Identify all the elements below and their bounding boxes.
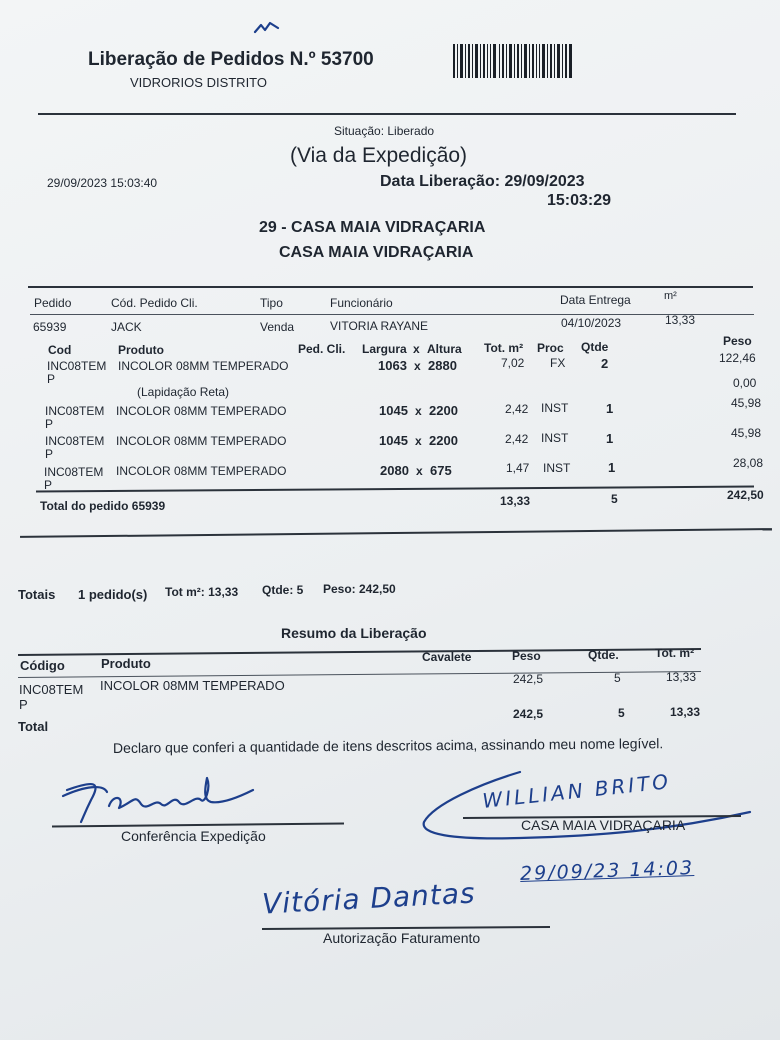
signature-label-3: Autorização Faturamento (323, 930, 481, 946)
resumo-cod-part1: INC08TEM (19, 682, 84, 697)
via-expedicao: (Via da Expedição) (290, 144, 468, 167)
order-total-m2: 13,33 (500, 494, 531, 508)
item-cod-part2: P (45, 447, 54, 461)
data-liberacao-date: 29/09/2023 (504, 173, 585, 190)
signature-conferencia (55, 764, 275, 824)
item-cod (45, 405, 104, 431)
col-cod-cli: Cód. Pedido Cli. (111, 296, 198, 310)
item-cod (47, 360, 106, 386)
item-col-peso: Peso (723, 334, 752, 348)
resumo-total-label: Total (18, 719, 49, 734)
item-peso: 0,00 (733, 376, 757, 390)
signature-label-1: Conferência Expedição (121, 828, 266, 844)
handwritten-signature-3: Vitória Dantas (261, 876, 477, 921)
client-line-1: 29 - CASA MAIA VIDRAÇARIA (259, 219, 486, 236)
totais-pedidos: 1 pedido(s) (78, 587, 148, 602)
item-qtde: 1 (608, 460, 616, 475)
resumo-header-rule (18, 671, 701, 678)
item-proc: INST (541, 431, 569, 445)
item-proc: INST (541, 401, 569, 415)
item-col-qtde: Qtde (581, 340, 609, 354)
item-col-ped-cli: Ped. Cli. (298, 342, 346, 356)
val-pedido: 65939 (33, 320, 67, 334)
item-col-cod: Cod (48, 343, 72, 357)
order-total-peso: 242,50 (727, 488, 764, 502)
item-peso: 45,98 (731, 426, 762, 440)
resumo-row-tot-m2: 13,33 (666, 670, 697, 684)
handwritten-date: 29/09/23 14:03 (519, 856, 695, 886)
barcode (453, 44, 573, 78)
totais-m2: Tot m²: 13,33 (165, 585, 239, 599)
client-line-2: CASA MAIA VIDRAÇARIA (279, 244, 474, 261)
timestamp: 29/09/2023 15:03:40 (47, 176, 158, 190)
col-data-entrega: Data Entrega (560, 293, 631, 307)
col-funcionario: Funcionário (330, 296, 393, 310)
item-produto: INCOLOR 08MM TEMPERADO (118, 359, 289, 373)
item-cod-part2: P (47, 372, 56, 386)
declaration-text: Declaro que conferi a quantidade de itens descritos acima, assinando meu nome legível. (112, 735, 664, 756)
header-divider (38, 113, 736, 115)
item-tot-m2: 7,02 (501, 356, 525, 370)
data-liberacao-label (380, 173, 585, 191)
order-top-rule (28, 286, 753, 288)
val-funcionario: VITORIA RAYANE (330, 319, 429, 333)
item-produto: INCOLOR 08MM TEMPERADO (116, 434, 287, 448)
item-x: x (415, 434, 422, 448)
item-cod (45, 435, 104, 461)
resumo-col-cavalete: Cavalete (422, 650, 472, 664)
item-peso: 122,46 (719, 351, 756, 365)
signature-label-2: CASA MAIA VIDRAÇARIA (521, 817, 686, 833)
col-m2: m² (664, 290, 677, 302)
item-col-altura: Altura (427, 342, 462, 356)
item-cod-part2: P (45, 417, 54, 431)
item-produto: INCOLOR 08MM TEMPERADO (116, 464, 287, 478)
item-tot-m2: 2,42 (505, 432, 529, 446)
document-title: Liberação de Pedidos N.º 53700 (88, 49, 374, 70)
totais-label: Totais (18, 587, 56, 602)
resumo-title: Resumo da Liberação (281, 625, 427, 641)
item-altura: 2880 (428, 358, 457, 373)
item-altura: 675 (430, 463, 452, 478)
resumo-col-codigo: Código (20, 658, 65, 673)
item-qtde: 1 (606, 431, 614, 446)
item-x: x (414, 359, 421, 373)
item-cod-part1: INC08TEM (44, 465, 104, 479)
item-col-tot-m2: Tot. m² (484, 341, 524, 355)
item-tot-m2: 1,47 (506, 461, 530, 475)
item-col-x: x (413, 342, 420, 356)
situacao: Situação: Liberado (334, 124, 435, 138)
item-proc: FX (550, 356, 566, 370)
item-peso: 28,08 (733, 456, 764, 470)
col-tipo: Tipo (260, 296, 283, 310)
item-cod-part1: INC08TEM (47, 359, 107, 373)
resumo-total-peso: 242,5 (513, 707, 544, 721)
item-largura: 1045 (379, 403, 408, 418)
item-x: x (416, 464, 423, 478)
resumo-col-tot-m2: Tot. m² (655, 646, 695, 660)
item-cod (44, 466, 103, 492)
item-cod-part1: INC08TEM (45, 434, 105, 448)
company-name: VIDRORIOS DISTRITO (130, 75, 267, 90)
item-x: x (415, 404, 422, 418)
check-mark (252, 20, 282, 36)
resumo-row-cod (19, 682, 83, 712)
item-col-largura: Largura (362, 342, 407, 356)
val-tipo: Venda (260, 320, 295, 334)
item-largura: 2080 (380, 463, 409, 478)
item-proc: INST (543, 461, 571, 475)
item-altura: 2200 (429, 403, 458, 418)
item-cod-part2: P (44, 478, 53, 492)
resumo-row-peso: 242,5 (513, 672, 544, 686)
val-m2: 13,33 (665, 313, 696, 327)
resumo-total-m2: 13,33 (670, 705, 701, 719)
resumo-col-produto: Produto (101, 656, 151, 671)
signature-line-3 (262, 926, 550, 930)
order-header-rule (30, 314, 754, 315)
resumo-cod-part2: P (19, 697, 28, 712)
data-liberacao-time: 15:03:29 (547, 192, 612, 209)
item-largura: 1045 (379, 433, 408, 448)
item-col-produto: Produto (118, 343, 164, 357)
resumo-col-qtde: Qtde. (588, 648, 619, 662)
item-col-proc: Proc (537, 341, 564, 355)
item-largura: 1063 (378, 358, 407, 373)
item-qtde: 2 (601, 356, 609, 371)
item-qtde: 1 (606, 401, 614, 416)
totais-peso: Peso: 242,50 (323, 582, 396, 596)
resumo-total-qtde: 5 (618, 706, 625, 720)
item-produto: INCOLOR 08MM TEMPERADO (116, 404, 287, 418)
handwritten-signature-2: WILLIAN BRITO (481, 769, 673, 813)
resumo-row-produto: INCOLOR 08MM TEMPERADO (100, 678, 285, 693)
item-peso: 45,98 (731, 396, 762, 410)
item-tot-m2: 2,42 (505, 402, 529, 416)
order-total-label: Total do pedido 65939 (40, 499, 166, 513)
data-liberacao-label-text: Data Liberação: (380, 173, 501, 190)
item-altura: 2200 (429, 433, 458, 448)
val-cod-cli: JACK (111, 320, 142, 334)
resumo-col-peso: Peso (512, 649, 541, 663)
col-pedido: Pedido (34, 296, 72, 310)
order-end-rule (20, 528, 772, 537)
order-total-qtde: 5 (611, 492, 618, 506)
resumo-row-qtde: 5 (614, 671, 621, 685)
order-total-rule (36, 485, 754, 492)
item-cod-part1: INC08TEM (45, 404, 105, 418)
val-data-entrega: 04/10/2023 (561, 316, 622, 330)
totais-qtde: Qtde: 5 (262, 583, 304, 597)
item-extra: (Lapidação Reta) (137, 385, 230, 399)
